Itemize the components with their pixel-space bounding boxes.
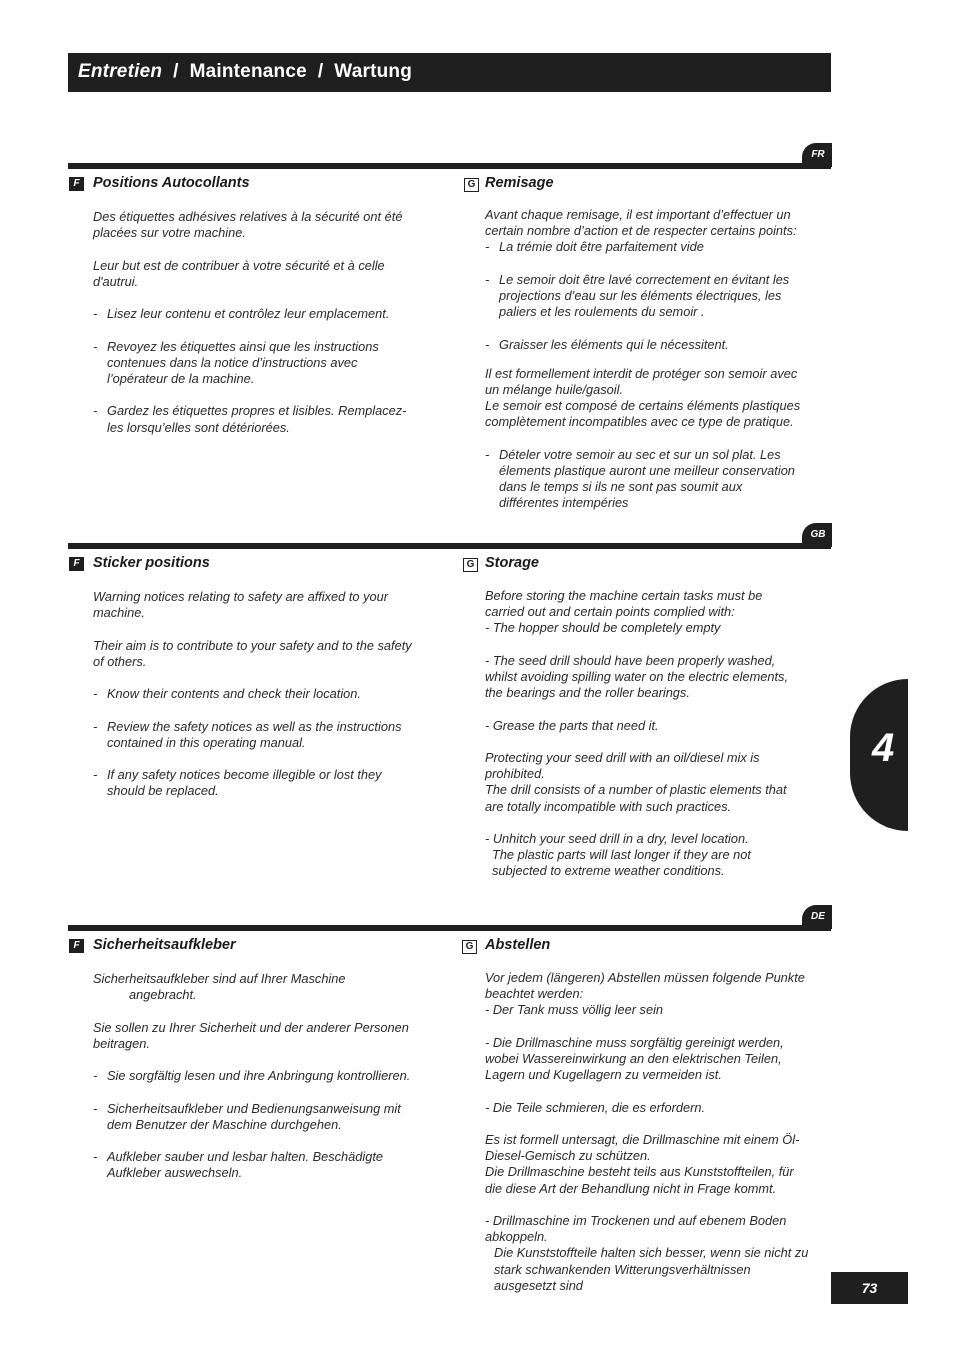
f-box-icon: F — [69, 939, 84, 953]
section-title-sicherheitsaufkleber: Sicherheitsaufkleber — [93, 937, 236, 953]
language-badge-gb: GB — [802, 523, 832, 547]
g-box-icon: G — [462, 940, 477, 954]
page-title: Entretien / Maintenance / Wartung — [78, 61, 413, 82]
section-title-remisage: Remisage — [485, 175, 554, 191]
section-title-positions-autocollants: Positions Autocollants — [93, 175, 250, 191]
section-title-abstellen: Abstellen — [485, 937, 551, 953]
page-header — [68, 53, 831, 92]
chapter-number: 4 — [872, 726, 895, 770]
de-left-text: Sicherheitsaufkleber sind auf Ihrer Maschine angebracht. Sie sollen zu Ihrer Sicherheit und der anderer Personen beitragen. - Sie sorgfältig lesen und ihre Anbringung kontrollieren. - Sicherheitsaufkleber und Bedienungsanweisung mit dem Benutzer der Maschine durchgehen. - Aufkleber sauber und lesbar halten. Beschädigte Aufkleber auswechseln. — [93, 971, 418, 1198]
page-number: 73 — [831, 1272, 908, 1304]
f-box-icon: F — [69, 177, 84, 191]
section-divider-gb — [68, 543, 831, 549]
g-box-icon: G — [463, 558, 478, 572]
language-badge-fr: FR — [802, 143, 832, 167]
section-divider-fr — [68, 163, 831, 169]
gb-left-text: Warning notices relating to safety are affixed to your machine. Their aim is to contribute to your safety and to the safety of others. - Know their contents and check their location. - Review the safety notices as well as the instructions contained in this operating manual. - If any safety notices become illegible or lost they should be replaced. — [93, 589, 418, 816]
gb-right-text: Before storing the machine certain tasks must be carried out and certain points complied with: - The hopper should be completely empty - The seed drill should have been properly washed, whilst avoiding spilling water on the electric elements, the bearings and the roller bearings. - Grease the parts that need it. Protecting your seed drill with an oil/diesel mix is prohibited. The drill consists of a number of plastic elements that are totally incompatible with such practices. - Unhitch your seed drill in a dry, level location. The plastic parts will last longer if they are not subjected to extreme weather conditions. — [485, 588, 789, 879]
f-box-icon: F — [69, 557, 84, 571]
g-box-icon: G — [464, 178, 479, 192]
section-title-sticker-positions: Sticker positions — [93, 555, 210, 571]
de-right-text: Vor jedem (längeren) Abstellen müssen folgende Punkte beachtet werden: - Der Tank muss völlig leer sein - Die Drillmaschine muss sorgfältig gereinigt werden, wobei Wassereinwirkung an den elektrischen Teilen, Lagern und Kugellagern zu vermeiden ist. - Die Teile schmieren, die es erfordern. Es ist formell untersagt, die Drillmaschine mit einem Öl-Diesel-Gemisch zu schützen. Die Drillmaschine besteht teils aus Kunststoffteilen, für die diese Art der Behandlung nicht in Frage kommt. - Drillmaschine im Trockenen und auf ebenem Boden abkoppeln. Die Kunststoffteile halten sich besser, wenn sie nicht zu stark schwankenden Witterungsverhältnissen ausgesetzt sind — [485, 970, 809, 1293]
fr-right-text: Avant chaque remisage, il est important d’effectuer un certain nombre d’action et de respecter certains points: - La trémie doit être parfaitement vide - Le semoir doit être lavé correctement en évitant les projections d’eau sur les éléments électriques, les paliers et les roulements du semoir . - Graisser les éléments qui le nécessitent. Il est formellement interdit de protéger son semoir avec un mélange huile/gasoil. Le semoir est composé de certains éléments plastiques complètement incompatibles avec ce type de pratique. - Dételer votre semoir au sec et sur un sol plat. Les élements plastique auront une meilleur conservation dans le temps si ils ne sont pas soumit aux différentes intempéries — [485, 207, 805, 528]
language-badge-de: DE — [802, 905, 832, 929]
fr-left-text: Des étiquettes adhésives relatives à la sécurité ont été placées sur votre machine. Leur but est de contribuer à votre sécurité et à celle d'autrui. - Lisez leur contenu et contrôlez leur emplacement. - Revoyez les étiquettes ainsi que les instructions contenues dans la notice d’instructions avec l’opérateur de la machine. - Gardez les étiquettes propres et lisibles. Remplacez-les lorsqu’elles sont détériorées. — [93, 209, 418, 452]
section-divider-de — [68, 925, 831, 931]
section-title-storage: Storage — [485, 555, 539, 571]
